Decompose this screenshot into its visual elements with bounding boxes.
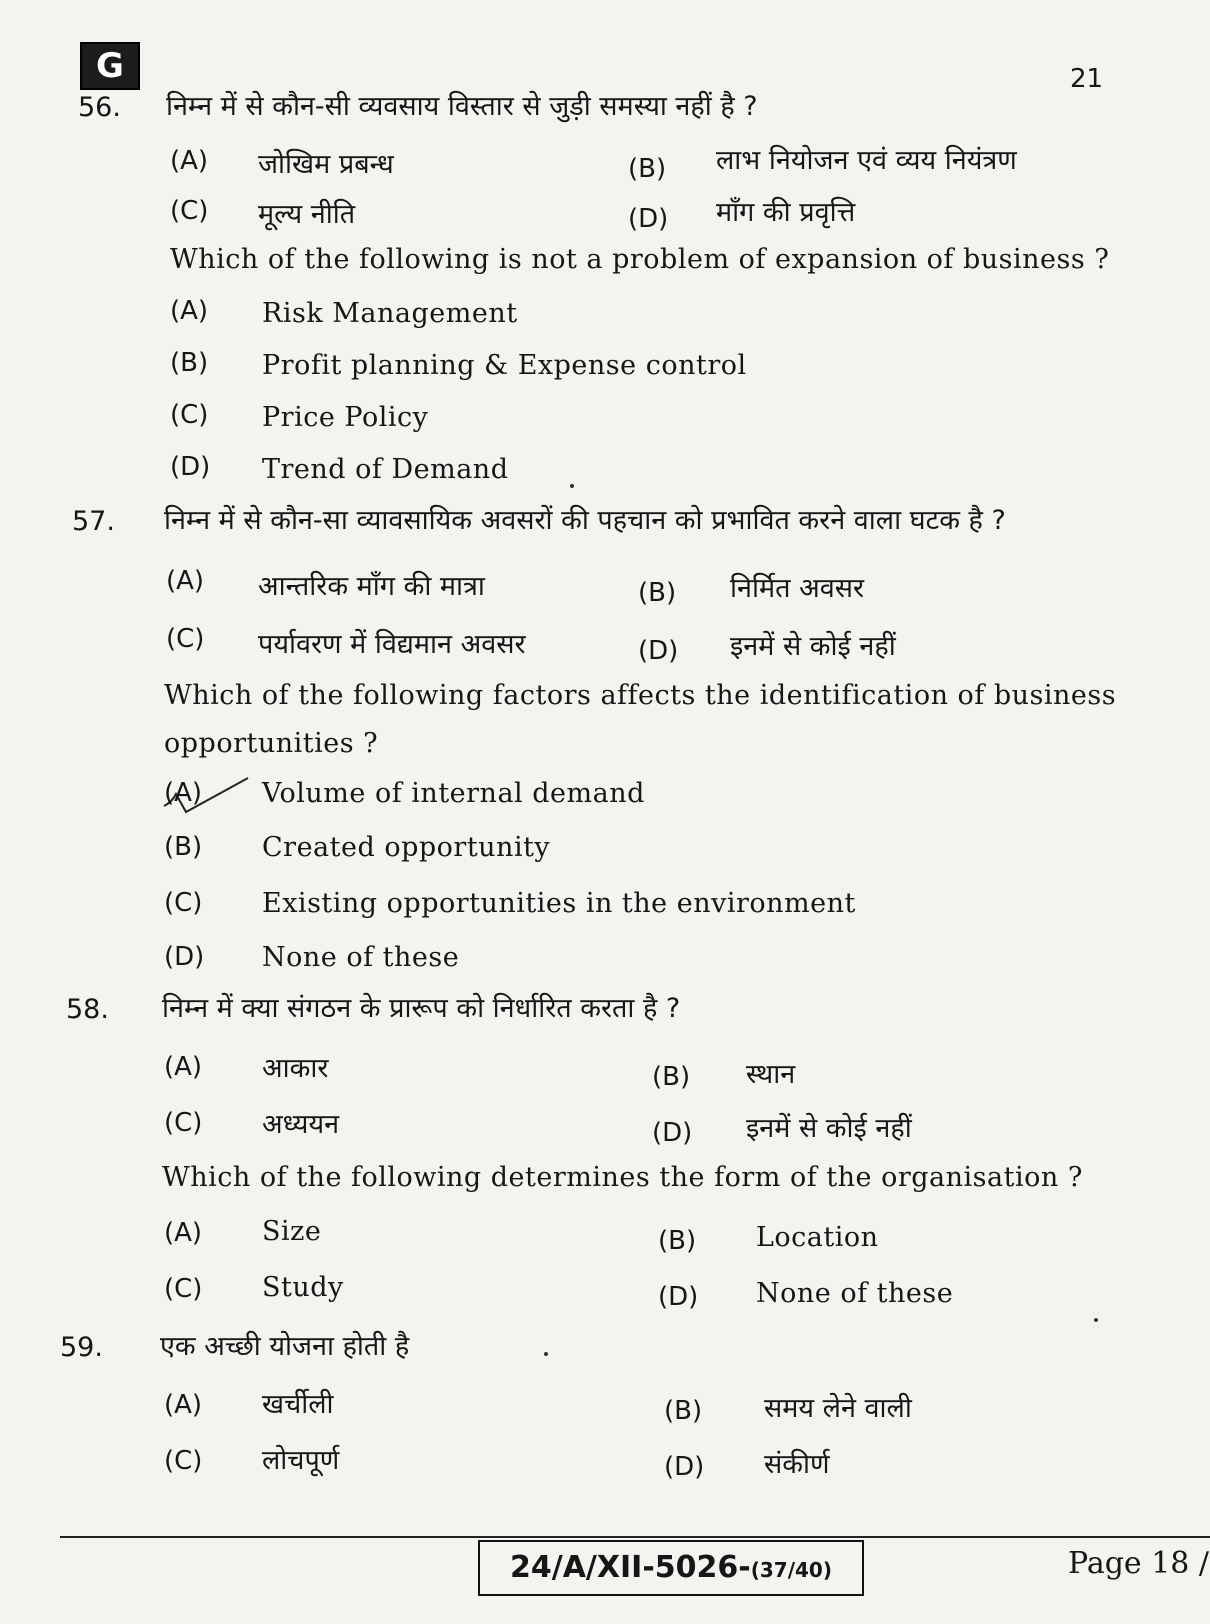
- option-label: (A): [164, 1218, 203, 1248]
- question-english: Which of the following is not a problem of expansion of business ?: [170, 244, 1110, 275]
- option-label: (D): [652, 1118, 693, 1148]
- question-hindi: एक अच्छी योजना होती है: [160, 1331, 410, 1362]
- option-text: None of these: [262, 942, 460, 973]
- option-label: (A): [170, 296, 209, 326]
- option-label: (C): [164, 888, 203, 918]
- footer-divider: [60, 1536, 1210, 1538]
- option-label: (C): [170, 400, 209, 430]
- scan-speck: [570, 484, 574, 488]
- option-text: Size: [262, 1216, 322, 1247]
- option-text: जोखिम प्रबन्ध: [258, 149, 394, 180]
- paper-code-box: [478, 1540, 864, 1596]
- option-text: Location: [756, 1222, 879, 1253]
- option-label: (B): [164, 832, 203, 862]
- option-label: (D): [628, 204, 669, 234]
- question-hindi: निम्न में से कौन-सा व्यावसायिक अवसरों की पहचान को प्रभावित करने वाला घटक है ?: [164, 505, 1006, 536]
- question-number: 59.: [60, 1332, 103, 1363]
- page-number: Page 18 /: [1068, 1546, 1210, 1581]
- option-label: (B): [664, 1396, 703, 1426]
- option-text: Created opportunity: [262, 832, 551, 863]
- option-text: इनमें से कोई नहीं: [730, 631, 896, 662]
- option-text: Volume of internal demand: [262, 778, 645, 809]
- option-text: समय लेने वाली: [764, 1393, 912, 1424]
- option-text: निर्मित अवसर: [730, 573, 865, 604]
- option-text: माँग की प्रवृत्ति: [716, 197, 856, 228]
- option-text: Trend of Demand: [262, 454, 509, 485]
- option-text: Study: [262, 1272, 344, 1303]
- option-label: (D): [164, 942, 205, 972]
- question-hindi: निम्न में क्या संगठन के प्रारूप को निर्धारित करता है ?: [162, 993, 681, 1024]
- option-label: (C): [166, 624, 205, 654]
- option-label: (D): [658, 1282, 699, 1312]
- paper-code-suffix: (37/40): [750, 1558, 832, 1582]
- option-text: आकार: [262, 1053, 329, 1084]
- option-label: (A): [164, 778, 203, 808]
- option-text: लोचपूर्ण: [262, 1445, 340, 1476]
- option-text: संकीर्ण: [764, 1449, 830, 1480]
- option-label: (C): [164, 1446, 203, 1476]
- option-label: (A): [164, 1052, 203, 1082]
- option-label: (B): [652, 1062, 691, 1092]
- option-label: (D): [170, 452, 211, 482]
- option-text: इनमें से कोई नहीं: [746, 1113, 912, 1144]
- option-label: (B): [658, 1226, 697, 1256]
- option-text: अध्ययन: [262, 1109, 340, 1140]
- question-english-continued: opportunities ?: [164, 728, 379, 759]
- option-label: (B): [628, 154, 667, 184]
- logo: G: [80, 42, 140, 90]
- question-english: Which of the following determines the form of the organisation ?: [162, 1162, 1083, 1193]
- option-label: (C): [164, 1108, 203, 1138]
- option-text: आन्तरिक माँग की मात्रा: [258, 571, 485, 602]
- option-label: (D): [664, 1452, 705, 1482]
- scan-speck: [544, 1352, 548, 1356]
- option-text: पर्यावरण में विद्यमान अवसर: [258, 629, 526, 660]
- option-label: (A): [164, 1390, 203, 1420]
- question-number: 56.: [78, 92, 121, 123]
- option-label: (A): [166, 566, 205, 596]
- option-text: लाभ नियोजन एवं व्यय नियंत्रण: [716, 145, 1017, 176]
- option-text: Risk Management: [262, 298, 518, 329]
- option-label: (D): [638, 636, 679, 666]
- option-label: (B): [638, 578, 677, 608]
- option-label: (A): [170, 146, 209, 176]
- option-text: Price Policy: [262, 402, 429, 433]
- paper-code: 24/A/XII-5026-: [510, 1550, 751, 1585]
- option-label: (C): [164, 1274, 203, 1304]
- question-number: 57.: [72, 506, 115, 537]
- scan-speck: [1094, 1318, 1098, 1322]
- question-number: 58.: [66, 994, 109, 1025]
- option-text: None of these: [756, 1278, 954, 1309]
- option-text: मूल्य नीति: [258, 199, 356, 230]
- question-english: Which of the following factors affects the identification of business: [164, 680, 1117, 711]
- option-text: खर्चीली: [262, 1389, 334, 1420]
- option-text: Profit planning & Expense control: [262, 350, 747, 381]
- option-text: Existing opportunities in the environment: [262, 888, 856, 919]
- corner-mark: 21: [1070, 64, 1104, 94]
- option-text: स्थान: [746, 1059, 796, 1090]
- option-label: (B): [170, 348, 209, 378]
- question-hindi: निम्न में से कौन-सी व्यवसाय विस्तार से जुड़ी समस्या नहीं है ?: [166, 91, 758, 122]
- option-label: (C): [170, 196, 209, 226]
